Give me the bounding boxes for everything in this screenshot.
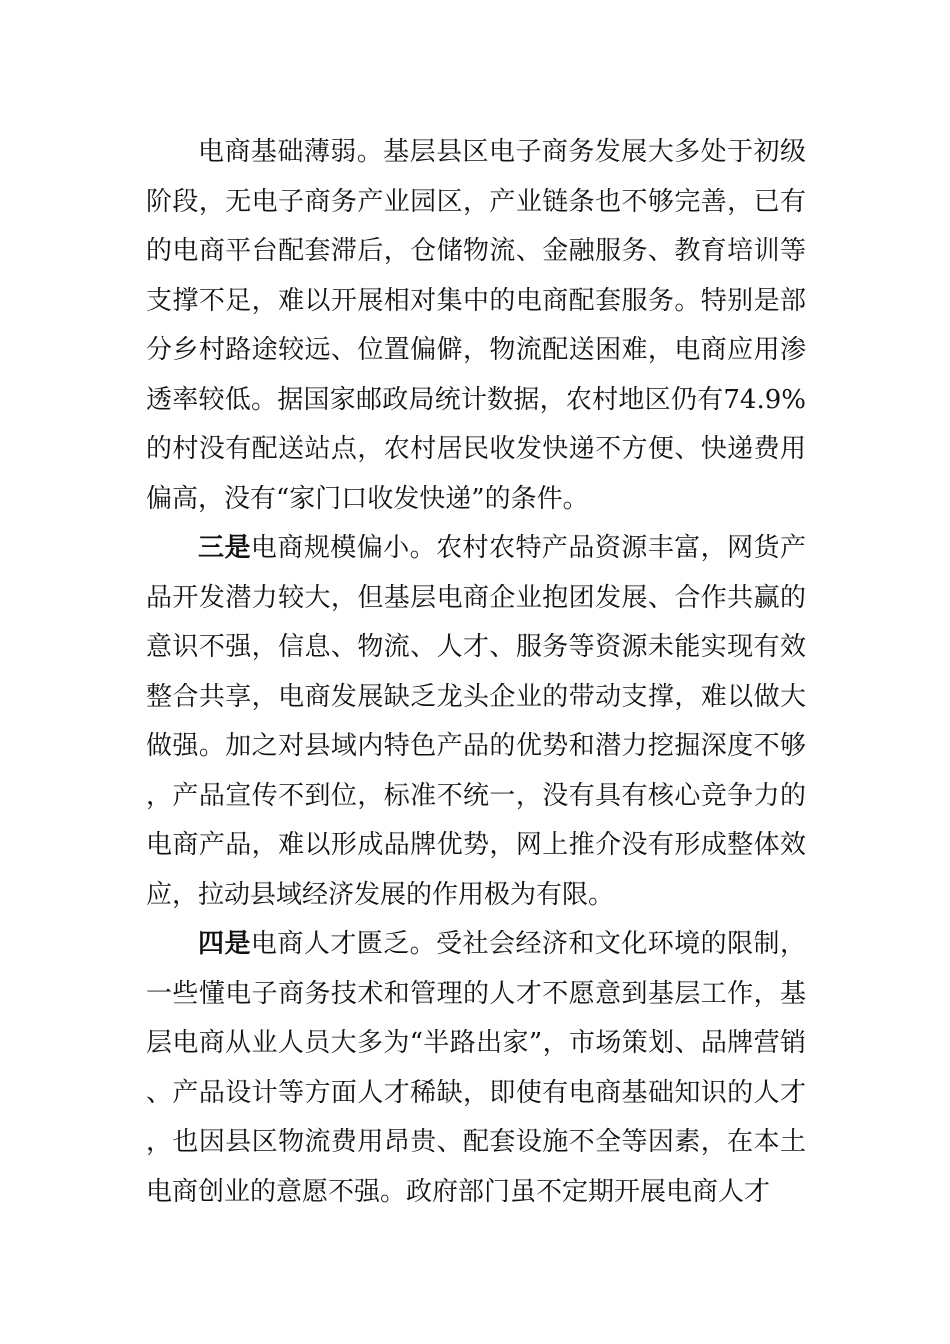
document-page xyxy=(146,128,806,1217)
paragraph-lead: 三是 xyxy=(198,533,251,563)
paragraph-text: 电商基础薄弱。基层县区电子商务发展大多处于初级阶段，无电子商务产业园区，产业链条也不够完善，已有的电商平台配套滞后，仓储物流、金融服务、教育培训等支撑不足，难以开展相对集中的电商配套服务。特别是部分乡村路途较远、位置偏僻，物流配送困难，电商应用渗透率较低。据国家邮政局统计数据，农村地区仍有74.9%的村没有配送站点，农村居民收发快递不方便、快递费用偏高，没有“家门口收发快递”的条件。 xyxy=(146,137,806,514)
paragraph-text: 电商人才匮乏。受社会经济和文化环境的限制，一些懂电子商务技术和管理的人才不愿意到基层工作，基层电商从业人员大多为“半路出家”，市场策划、品牌营销、产品设计等方面人才稀缺，即使有电商基础知识的人才，也因县区物流费用昂贵、配套设施不全等因素，在本土电商创业的意愿不强。政府部门虽不定期开展电商人才 xyxy=(146,929,806,1207)
paragraph-lead: 四是 xyxy=(198,929,251,959)
paragraph-scale xyxy=(146,524,806,920)
paragraph-talent xyxy=(146,920,806,1217)
paragraph-infrastructure xyxy=(146,128,806,524)
paragraph-text: 电商规模偏小。农村农特产品资源丰富，网货产品开发潜力较大，但基层电商企业抱团发展、合作共赢的意识不强，信息、物流、人才、服务等资源未能实现有效整合共享，电商发展缺乏龙头企业的带动支撑，难以做大做强。加之对县域内特色产品的优势和潜力挖掘深度不够，产品宣传不到位，标准不统一，没有具有核心竞争力的电商产品，难以形成品牌优势，网上推介没有形成整体效应，拉动县域经济发展的作用极为有限。 xyxy=(146,533,806,910)
